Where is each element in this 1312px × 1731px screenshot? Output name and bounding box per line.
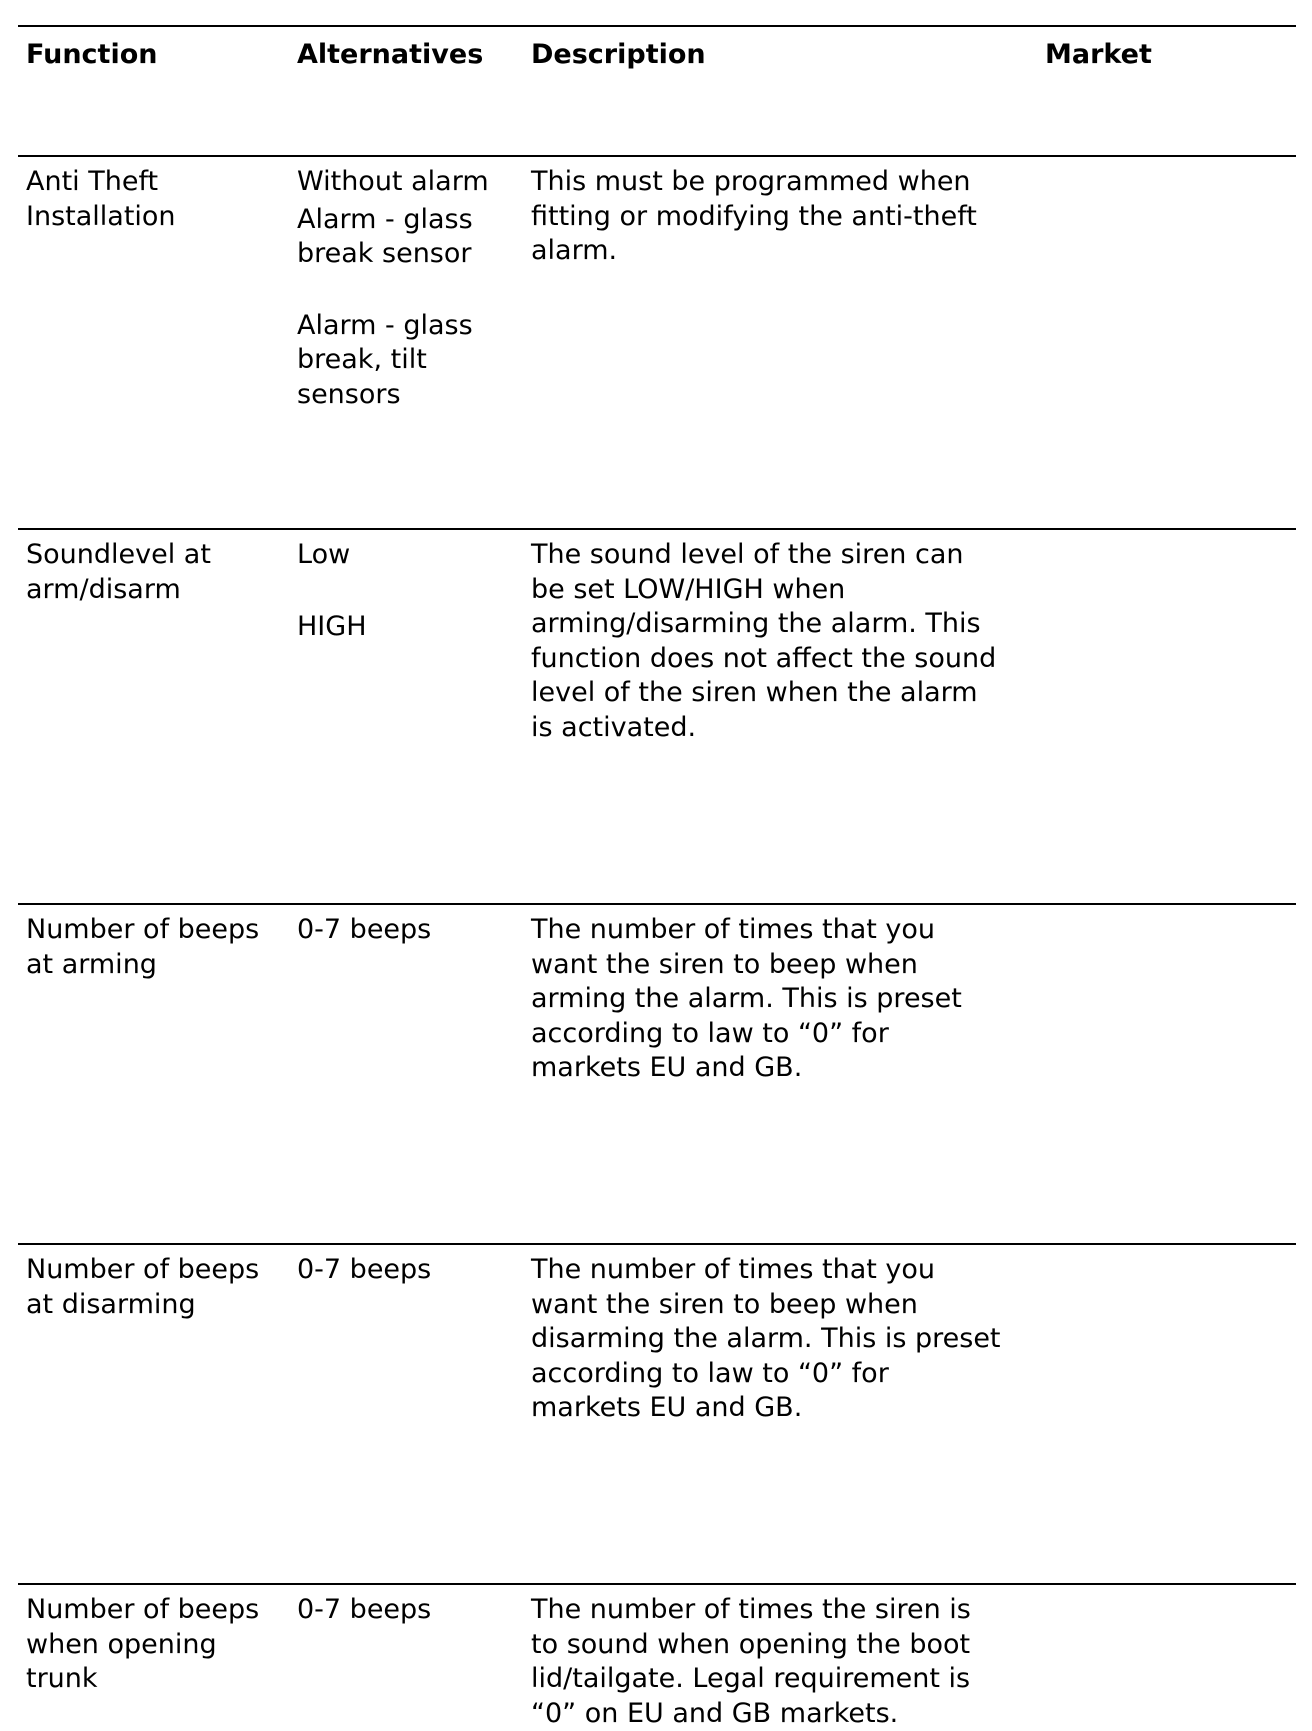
table-row-beeps-arming-description [531, 913, 962, 1086]
table-row-beeps-arming-alternatives [297, 913, 431, 948]
header-bottom-rule [18, 155, 1296, 157]
column-header-description: Description [531, 38, 706, 72]
column-header-alternatives: Alternatives [297, 38, 483, 72]
function-text: Number of beeps [26, 1593, 259, 1628]
column-header-market: Market [1045, 38, 1152, 72]
description-text: disarming the alarm. This is preset [531, 1322, 1001, 1357]
function-text: trunk [26, 1662, 259, 1697]
alternative-option: break, tilt [297, 343, 489, 378]
description-text: is activated. [531, 711, 996, 746]
alternative-option: 0-7 beeps [297, 913, 431, 948]
function-text: Number of beeps [26, 1253, 259, 1288]
description-text: lid/tailgate. Legal requirement is [531, 1662, 971, 1697]
description-text: The number of times the siren is [531, 1593, 971, 1628]
table-row-beeps-trunk-function [26, 1593, 259, 1697]
table-row-beeps-disarming-function [26, 1253, 259, 1322]
table-row-soundlevel-function [26, 538, 211, 607]
table-row-anti-theft-function [26, 165, 176, 234]
table-row-beeps-disarming-description [531, 1253, 1001, 1426]
table-row-anti-theft-alternatives [297, 165, 489, 412]
alternative-option: Low [297, 538, 367, 573]
description-text: alarm. [531, 234, 977, 269]
function-text: Installation [26, 200, 176, 235]
description-text: arming/disarming the alarm. This [531, 607, 996, 642]
row-divider [18, 903, 1296, 905]
description-text: This must be programmed when [531, 165, 977, 200]
alternative-option: HIGH [297, 610, 367, 645]
function-text: Number of beeps [26, 913, 259, 948]
alternative-option: Without alarm [297, 165, 489, 200]
description-text: level of the siren when the alarm [531, 676, 996, 711]
description-text: The sound level of the siren can [531, 538, 996, 573]
function-text: Anti Theft [26, 165, 176, 200]
table-row-soundlevel-alternatives [297, 538, 367, 644]
description-text: want the siren to beep when [531, 948, 962, 983]
alternative-option: Alarm - glass [297, 309, 489, 344]
description-text: markets EU and GB. [531, 1051, 962, 1086]
column-header-function: Function [26, 38, 157, 72]
table-row-anti-theft-description [531, 165, 977, 269]
row-divider [18, 1583, 1296, 1585]
table-row-beeps-trunk-alternatives [297, 1593, 431, 1628]
row-divider [18, 528, 1296, 530]
function-text: Soundlevel at [26, 538, 211, 573]
description-text: “0” on EU and GB markets. [531, 1697, 971, 1731]
function-text: at arming [26, 948, 259, 983]
description-text: to sound when opening the boot [531, 1628, 971, 1663]
alternative-option: break sensor [297, 237, 489, 272]
description-text: be set LOW/HIGH when [531, 573, 996, 608]
table-row-soundlevel-description [531, 538, 996, 745]
row-divider [18, 1243, 1296, 1245]
alternative-option: Alarm - glass [297, 203, 489, 238]
alternative-option: sensors [297, 378, 489, 413]
alternative-option: 0-7 beeps [297, 1593, 431, 1628]
description-text: The number of times that you [531, 1253, 1001, 1288]
description-text: according to law to “0” for [531, 1357, 1001, 1392]
description-text: fitting or modifying the anti-theft [531, 200, 977, 235]
table-row-beeps-arming-function [26, 913, 259, 982]
table-row-beeps-trunk-description [531, 1593, 971, 1731]
table-top-rule [18, 25, 1296, 27]
function-text: arm/disarm [26, 573, 211, 608]
description-text: arming the alarm. This is preset [531, 982, 962, 1017]
description-text: The number of times that you [531, 913, 962, 948]
table-row-beeps-disarming-alternatives [297, 1253, 431, 1288]
description-text: want the siren to beep when [531, 1288, 1001, 1323]
function-text: when opening [26, 1628, 259, 1663]
description-text: function does not affect the sound [531, 642, 996, 677]
alternative-option: 0-7 beeps [297, 1253, 431, 1288]
function-text: at disarming [26, 1288, 259, 1323]
description-text: markets EU and GB. [531, 1391, 1001, 1426]
description-text: according to law to “0” for [531, 1017, 962, 1052]
